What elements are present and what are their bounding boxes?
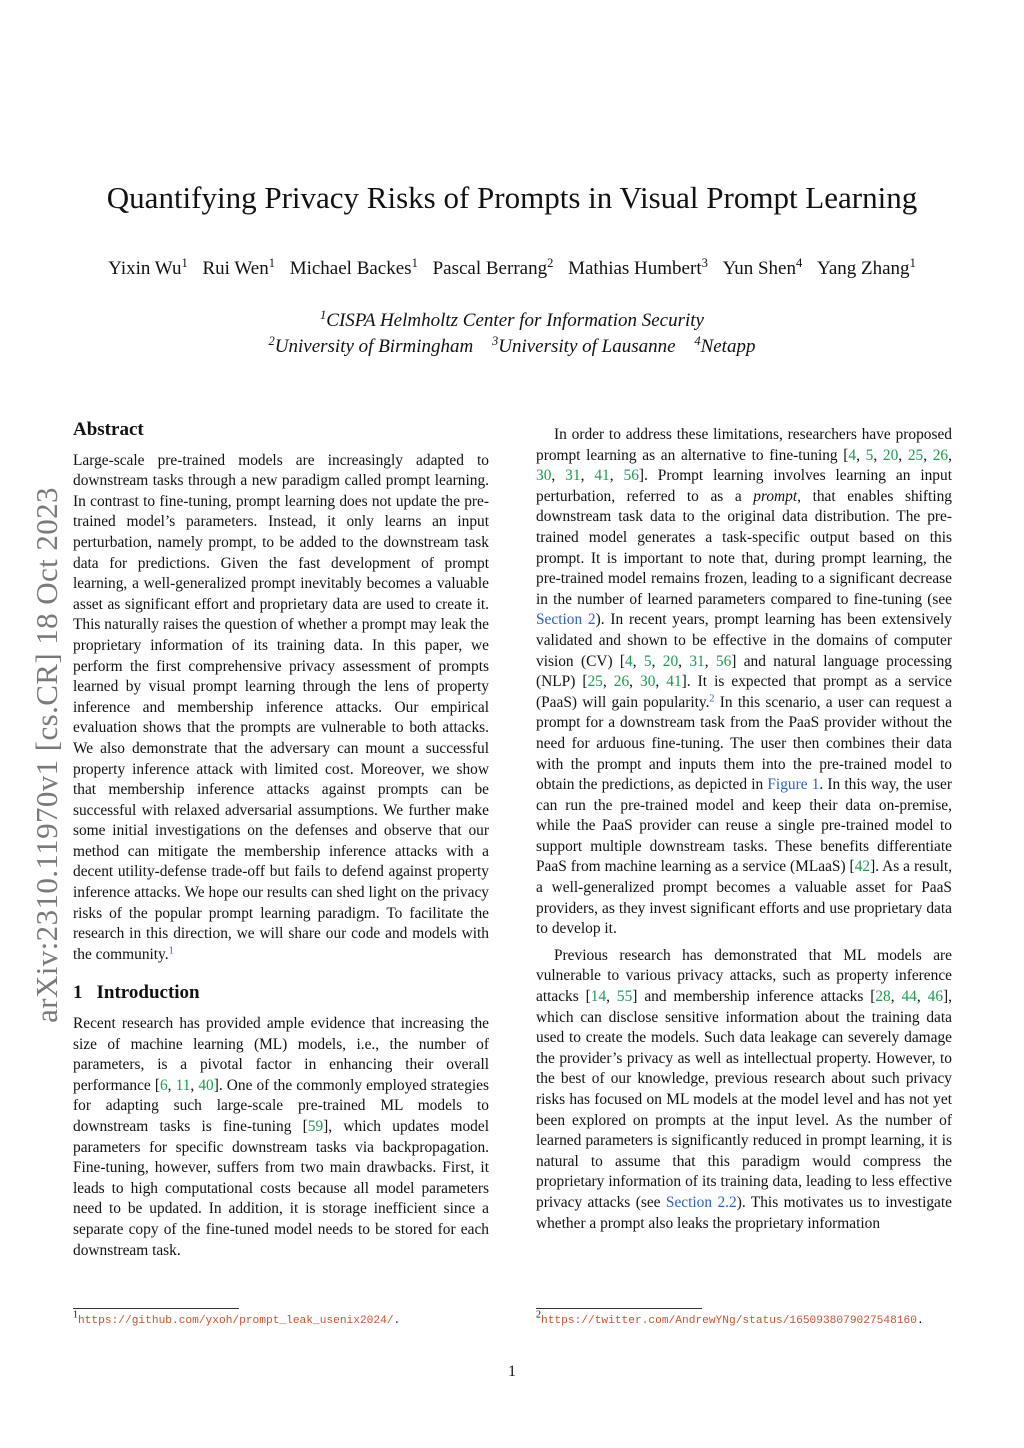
- citation-link[interactable]: 31: [689, 652, 705, 670]
- author-name: Yixin Wu: [108, 258, 182, 279]
- citation-separator: ,: [856, 446, 866, 464]
- affiliation-name: CISPA Helmholtz Center for Information Security: [326, 310, 704, 331]
- footnote-end: .: [393, 1315, 401, 1327]
- section-number: 1: [73, 982, 83, 1004]
- citation-link[interactable]: 40: [198, 1076, 214, 1094]
- citation-separator: ,: [948, 446, 952, 464]
- figure-reference-link[interactable]: Figure 1: [767, 776, 820, 794]
- author-list: [0, 258, 1024, 280]
- author-name: Rui Wen: [202, 258, 269, 279]
- citation-separator: ,: [190, 1076, 199, 1094]
- abstract-text: Large-scale pre-trained models are increasingly adapted to downstream tasks through a new paradigm called prompt learning. In contrast to fine-tuning, prompt learning does not update the pre-trained model’s parameters. Instead, it only learns an input perturbation, namely prompt, to be added to the downstream task data for predictions. Given the fast development of prompt learning, a well-generalized prompt inevitably becomes a valuable asset as significant effort and proprietary data are used to create it. This naturally raises the question of whether a prompt may leak the proprietary information of its training data. In this paper, we perform the first comprehensive privacy assessment of prompts learned by visual prompt learning through the lens of property inference and membership inference attacks. Our empirical evaluation shows that the prompts are vulnerable to both attacks. We also demonstrate that the adversary can mount a successful property inference attack with limited cost. Moreover, we show that membership inference attacks against prompts can be successful with relaxed adversarial assumptions. We further make some initial investigations on the defenses and observe that our method can mitigate the membership inference attacks with a decent utility-defense trade-off but fails to defend against property inference attacks. We hope our results can shed light on the privacy risks of the popular prompt learning paradigm. To facilitate the research in this direction, we will share our code and models with the community.: [73, 451, 489, 963]
- right-column: [536, 425, 952, 1234]
- citation-link[interactable]: 4: [848, 446, 857, 464]
- affiliation-name: University of Birmingham: [274, 336, 474, 357]
- footnote-1: [73, 1309, 401, 1327]
- citation-link[interactable]: 26: [613, 673, 630, 691]
- affiliation: [694, 336, 755, 357]
- page-number: 1: [508, 1363, 516, 1380]
- citation-separator: ,: [678, 652, 690, 670]
- citation-separator: ,: [704, 652, 716, 670]
- paragraph-text: ], which updates model parameters for specific downstream tasks via backpropagation. Fine-tuning, however, suffers from two main drawbacks. First, it leads to high computational costs because all model parameters need to be updated. In addition, it is storage inefficient since a separate copy of the fine-tuned model needs to be stored for each downstream task.: [73, 1118, 489, 1259]
- citation-link[interactable]: 20: [662, 652, 679, 670]
- author-name: Pascal Berrang: [432, 258, 548, 279]
- section-reference-link[interactable]: Section 2.2: [665, 1193, 737, 1211]
- arxiv-stamp-text: arXiv:2310.11970v1 [cs.CR] 18 Oct 2023: [29, 487, 65, 1023]
- author: [108, 258, 188, 279]
- footnote-rule: [536, 1308, 702, 1309]
- affiliation-number: 2: [268, 334, 275, 349]
- citation-link[interactable]: 14: [590, 988, 607, 1006]
- citation-group: [625, 653, 731, 670]
- citation-link[interactable]: 31: [565, 467, 581, 485]
- citation-link[interactable]: 28: [875, 988, 891, 1006]
- author-affiliation-mark: 1: [181, 256, 188, 271]
- author-affiliation-mark: 1: [909, 256, 916, 271]
- citation-link[interactable]: 55: [616, 988, 633, 1006]
- citation-link[interactable]: 6: [159, 1076, 168, 1094]
- citation-separator: ,: [916, 988, 928, 1006]
- citation-separator: ,: [890, 988, 902, 1006]
- author-name: Mathias Humbert: [568, 258, 702, 279]
- citation-separator: ,: [923, 446, 933, 464]
- affiliation: [320, 310, 704, 331]
- citation-separator: ,: [629, 673, 641, 691]
- affiliation-name: University of Lausanne: [498, 336, 676, 357]
- author-affiliation-mark: 1: [268, 256, 275, 271]
- paragraph-text: ] and natural language processing (NLP) [: [536, 652, 952, 691]
- citation-separator: ,: [873, 446, 883, 464]
- author: [202, 258, 274, 279]
- citation-separator: ,: [632, 652, 644, 670]
- citation-separator: ,: [167, 1076, 176, 1094]
- arxiv-identifier-stamp: [17, 455, 77, 1055]
- author-affiliation-mark: 3: [701, 256, 708, 271]
- paragraph-text: Recent research has provided ample evidence that increasing the size of machine learning (ML) models, i.e., the number of parameters, is a pivotal factor in enhancing their overall performance [: [73, 1015, 489, 1094]
- citation-separator: ,: [602, 673, 614, 691]
- paragraph-text: ). In recent years, prompt learning has been extensively validated and shown to be effective in the domains of computer vision (CV) [: [536, 611, 952, 670]
- citation-link[interactable]: 44: [901, 988, 917, 1006]
- author: [568, 258, 708, 279]
- citation-group: [587, 673, 681, 690]
- citation-separator: ,: [898, 446, 908, 464]
- citation-separator: ,: [551, 467, 566, 485]
- intro-paragraph-2: [536, 425, 952, 940]
- author: [433, 258, 554, 279]
- author-name: Michael Backes: [289, 258, 412, 279]
- paragraph-text: In order to address these limitations, researchers have proposed prompt learning as an alternative to fine-tuning [: [536, 426, 952, 464]
- paragraph-text: , that enables shifting downstream task data to the original data distribution. The pre-trained model generates a task-specific output based on this prompt. It is important to note that, during prompt learning, the pre-trained model remains frozen, leading to a significant decrease in the number of learned parameters compared to fine-tuning (see: [536, 487, 952, 608]
- paragraph-text: ]. One of the commonly employed strategies for adapting such large-scale pre-trained ML models to downstream tasks is fine-tuning [: [73, 1076, 489, 1135]
- section-reference-link[interactable]: Section 2: [536, 611, 596, 629]
- author: [723, 258, 803, 279]
- citation-link[interactable]: 11: [175, 1076, 191, 1094]
- paragraph-text: In this scenario, a user can request a prompt for a downstream task from the PaaS provider without the need for arduous fine-tuning. The user then combines their data with the prompt and inputs them into the pre-trained model to obtain the predictions, as depicted in: [536, 693, 952, 794]
- citation-link[interactable]: 4: [625, 652, 633, 670]
- citation-link[interactable]: 25: [907, 446, 924, 464]
- author: [290, 258, 418, 279]
- citation-link[interactable]: 25: [587, 673, 603, 691]
- footnote-end: .: [916, 1315, 924, 1327]
- author-name: Yang Zhang: [817, 258, 910, 279]
- footnote-url-link[interactable]: https://github.com/yxoh/prompt_leak_usenix2024/: [78, 1315, 394, 1327]
- footnote-number: 2: [536, 1309, 541, 1321]
- section-heading-introduction: [73, 983, 489, 1004]
- paragraph-text: ]. Prompt learning involves learning an input perturbation, referred to as a: [536, 467, 952, 505]
- affiliation-line: [0, 334, 1024, 360]
- author: [817, 258, 916, 279]
- citation-link[interactable]: 56: [715, 652, 732, 670]
- footnote-number: 1: [73, 1309, 78, 1321]
- citation-separator: ,: [606, 988, 617, 1006]
- citation-link[interactable]: 5: [865, 446, 874, 464]
- citation-link[interactable]: 26: [932, 446, 949, 464]
- citation-link[interactable]: 30: [536, 467, 552, 485]
- author-name: Yun Shen: [722, 258, 796, 279]
- citation-link[interactable]: 30: [640, 673, 656, 691]
- left-column: [73, 420, 489, 1261]
- citation-separator: ,: [655, 673, 667, 691]
- emphasis-text: prompt: [753, 487, 798, 505]
- footnote-link[interactable]: 1: [168, 945, 174, 957]
- paragraph-text: Previous research has demonstrated that ML models are vulnerable to various privacy attacks, such as property inference attacks [: [536, 946, 952, 1006]
- citation-link[interactable]: 46: [927, 988, 944, 1006]
- citation-link[interactable]: 59: [307, 1118, 324, 1135]
- paragraph-text: ]. It is expected that prompt as a service (PaaS) will gain popularity.: [536, 673, 952, 711]
- citation-link[interactable]: 41: [666, 673, 682, 691]
- abstract-heading: Abstract: [73, 419, 144, 440]
- affiliation-list: [0, 308, 1024, 360]
- citation-link[interactable]: 41: [594, 467, 610, 485]
- affiliation-number: 3: [491, 334, 499, 349]
- citation-link[interactable]: 56: [623, 467, 639, 485]
- paragraph-text: ]. As a result, a well-generalized prompt becomes a valuable asset for PaaS providers, as they invest significant efforts and use proprietary data to develop it.: [536, 858, 952, 938]
- citation-link[interactable]: 5: [643, 652, 652, 670]
- author-affiliation-mark: 1: [411, 256, 418, 271]
- author-affiliation-mark: 2: [547, 256, 554, 271]
- affiliation-name: Netapp: [700, 336, 756, 357]
- paragraph-text: . In this way, the user can run the pre-trained model and keep their data on-premise, while the PaaS provider can reuse a single pre-trained model to support multiple downstream tasks. These benefits differentiate PaaS from machine learning as a service (MLaaS) [: [536, 776, 953, 876]
- abstract-body: [73, 451, 489, 966]
- footnote-link[interactable]: 2: [709, 693, 715, 705]
- affiliation: [492, 336, 676, 357]
- intro-paragraph-1: [73, 1014, 489, 1261]
- footnote-url-link[interactable]: https://twitter.com/AndrewYNg/status/1650938079027548160: [541, 1315, 917, 1327]
- affiliation-number: 4: [694, 334, 701, 349]
- footnote-2: [536, 1309, 924, 1327]
- paragraph-text: ], which can disclose sensitive information about the training data used to create the models. Such data leakage can severely damage the provider’s privacy as well as intellectual property. However, to the best of our knowledge, previous research about such privacy risks has focused on ML models at the model level and has not yet been explored on prompts at the input level. As the number of learned parameters is significantly reduced in prompt learning, it is natural to assume that this paradigm would compress the proprietary information of its training data, leading to less effective privacy attacks (see: [536, 988, 952, 1211]
- affiliation-line: [0, 308, 1024, 334]
- footnote-rule: [73, 1308, 239, 1309]
- citation-separator: ,: [651, 652, 663, 670]
- affiliation-number: 1: [320, 308, 327, 323]
- intro-paragraph-3: [536, 946, 952, 1234]
- paragraph-text: ] and membership inference attacks [: [632, 988, 876, 1006]
- citation-link[interactable]: 42: [854, 858, 871, 876]
- citation-separator: ,: [609, 467, 624, 485]
- affiliation: [269, 336, 474, 357]
- author-affiliation-mark: 4: [796, 256, 803, 271]
- paragraph-text: ). This motivates us to investigate whether a prompt also leaks the proprietary information: [536, 1193, 952, 1232]
- citation-separator: ,: [580, 467, 595, 485]
- section-title: Introduction: [96, 982, 200, 1004]
- paper-title: Quantifying Privacy Risks of Prompts in Visual Prompt Learning: [106, 180, 918, 215]
- citation-link[interactable]: 20: [882, 446, 899, 464]
